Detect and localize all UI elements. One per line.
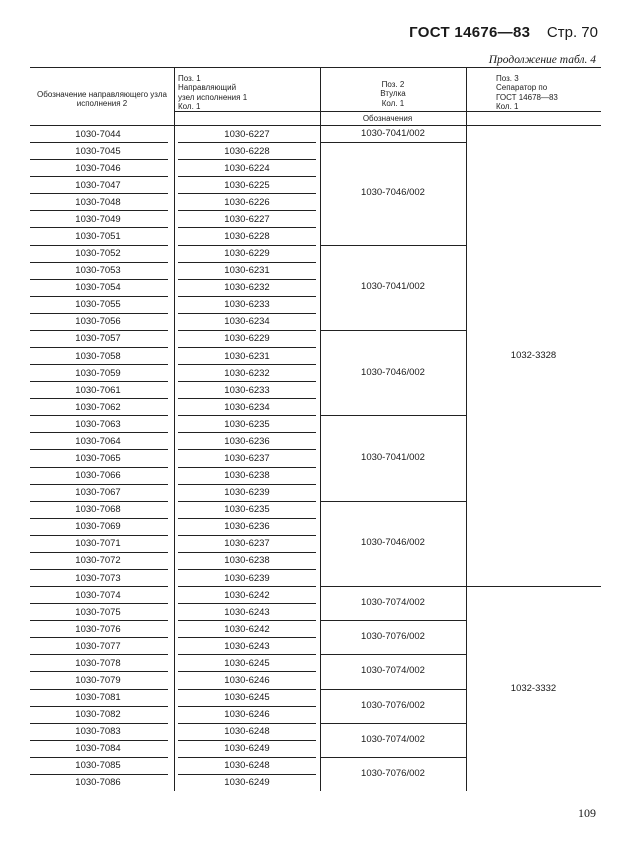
group-rule-col3 — [320, 586, 466, 587]
row-rule-col2 — [178, 535, 316, 536]
row-rule-col2 — [178, 381, 316, 382]
col4-value: 1032-3328 — [510, 349, 557, 361]
row-rule-col2 — [178, 227, 316, 228]
col1-value: 1030-7051 — [75, 231, 121, 242]
col2-value: 1030-6237 — [224, 453, 270, 464]
row-rule-col1 — [30, 245, 168, 246]
row-rule-col1 — [30, 296, 168, 297]
col1-value: 1030-7081 — [75, 692, 121, 704]
col3-value: 1030-7076/002 — [361, 631, 425, 643]
col1-value: 1030-7047 — [75, 179, 121, 191]
row-rule-col1 — [30, 347, 168, 348]
row-rule-col1 — [30, 398, 168, 399]
row-rule-col2 — [178, 313, 316, 314]
row-rule-col1 — [30, 706, 168, 707]
row-rule-col1 — [30, 313, 168, 314]
col2-value: 1030-6231 — [224, 265, 270, 277]
row-rule-col2 — [178, 637, 316, 638]
col1-value: 1030-7059 — [75, 367, 121, 379]
row-rule-col1 — [30, 740, 168, 741]
row-rule-col1 — [30, 449, 168, 450]
row-rule-col1 — [30, 620, 168, 621]
row-rule-col1 — [30, 774, 168, 775]
row-rule-col2 — [178, 620, 316, 621]
group-rule-col3 — [320, 620, 466, 621]
col2-value: 1030-6235 — [224, 418, 270, 430]
col1-value: 1030-7055 — [75, 299, 121, 311]
row-rule-col1 — [30, 364, 168, 365]
col2-value: 1030-6249 — [224, 777, 270, 789]
col1-value: 1030-7073 — [75, 572, 121, 584]
col1-value: 1030-7048 — [75, 196, 121, 208]
group-rule-col3 — [320, 501, 466, 502]
row-rule-col1 — [30, 569, 168, 570]
row-rule-col1 — [30, 467, 168, 468]
subheader-label: Обозначения — [362, 114, 413, 123]
col1-value: 1030-7074 — [75, 589, 121, 601]
col1-value: 1030-7062 — [75, 401, 121, 413]
row-rule-col2 — [178, 193, 316, 194]
row-rule-col1 — [30, 586, 168, 587]
col1-value: 1030-7066 — [75, 470, 121, 482]
col2-value: 1030-6243 — [224, 640, 270, 652]
col2-value: 1030-6246 — [224, 709, 270, 721]
row-rule-col2 — [178, 740, 316, 741]
row-rule-col2 — [178, 518, 316, 519]
row-rule-col2 — [178, 689, 316, 690]
group-rule-col4 — [466, 586, 601, 587]
col2-value: 1030-6233 — [224, 384, 270, 396]
row-rule-col2 — [178, 398, 316, 399]
row-rule-col2 — [178, 774, 316, 775]
row-rule-col2 — [178, 603, 316, 604]
group-rule-col3 — [320, 689, 466, 690]
row-rule-col2 — [178, 210, 316, 211]
row-rule-col1 — [30, 689, 168, 690]
row-rule-col1 — [30, 654, 168, 655]
col2-value: 1030-6245 — [224, 657, 270, 669]
group-rule-col3 — [320, 330, 466, 331]
col2-value: 1030-6227 — [224, 213, 270, 225]
col2-value: 1030-6228 — [224, 145, 270, 157]
row-rule-col2 — [178, 723, 316, 724]
row-rule-col1 — [30, 227, 168, 228]
col1-header: Обозначение направляющего узла исполнения 2 — [37, 90, 167, 109]
col1-value: 1030-7067 — [75, 487, 121, 499]
col2-header: Поз. 1 Направляющий узел исполнения 1 Кол. 1 — [178, 74, 248, 112]
col3-value: 1030-7046/002 — [361, 537, 425, 549]
row-rule-col1 — [30, 381, 168, 382]
col1-value: 1030-7061 — [75, 384, 121, 396]
col2-value: 1030-6231 — [224, 350, 270, 362]
col1-value: 1030-7079 — [75, 675, 121, 686]
col2-value: 1030-6227 — [224, 128, 270, 140]
standard-number: ГОСТ 14676—83 — [409, 24, 531, 41]
row-rule-col1 — [30, 176, 168, 177]
col2-value: 1030-6248 — [224, 726, 270, 738]
row-rule-col2 — [178, 432, 316, 433]
row-rule-col1 — [30, 518, 168, 519]
col3-value: 1030-7076/002 — [361, 699, 425, 711]
group-rule-col3 — [320, 245, 466, 246]
row-rule-col2 — [178, 415, 316, 416]
col3-value: 1030-7076/002 — [361, 767, 425, 779]
col1-value: 1030-7083 — [75, 726, 121, 738]
col1-value: 1030-7063 — [75, 418, 121, 430]
col2-value: 1030-6246 — [224, 675, 270, 686]
row-rule-col1 — [30, 535, 168, 536]
col1-value: 1030-7078 — [75, 657, 121, 669]
row-rule-col1 — [30, 330, 168, 331]
col1-value: 1030-7049 — [75, 213, 121, 225]
col2-value: 1030-6239 — [224, 572, 270, 584]
col-divider-2 — [320, 67, 321, 791]
col1-value: 1030-7068 — [75, 504, 121, 516]
col2-value: 1030-6236 — [224, 521, 270, 533]
group-rule-col3 — [320, 723, 466, 724]
row-rule-col1 — [30, 159, 168, 160]
col1-value: 1030-7072 — [75, 555, 121, 567]
row-rule-col2 — [178, 245, 316, 246]
col2-value: 1030-6233 — [224, 299, 270, 311]
col2-value: 1030-6229 — [224, 248, 270, 260]
col3-value: 1030-7046/002 — [361, 366, 425, 378]
col1-value: 1030-7086 — [75, 777, 121, 789]
row-rule-col2 — [178, 654, 316, 655]
col1-value: 1030-7071 — [75, 538, 121, 550]
row-rule-col2 — [178, 262, 316, 263]
col1-value: 1030-7076 — [75, 623, 121, 635]
row-rule-col2 — [178, 159, 316, 160]
row-rule-col2 — [178, 364, 316, 365]
page-number: 109 — [578, 806, 596, 820]
page-header — [409, 24, 598, 41]
row-rule-col2 — [178, 569, 316, 570]
col1-value: 1030-7065 — [75, 453, 121, 464]
col2-value: 1030-6234 — [224, 401, 270, 413]
col3-value: 1030-7046/002 — [361, 187, 425, 199]
group-rule-col3 — [320, 142, 466, 143]
header-bottom-rule — [30, 125, 601, 126]
col2-value: 1030-6243 — [224, 606, 270, 618]
row-rule-col2 — [178, 347, 316, 348]
col2-value: 1030-6238 — [224, 555, 270, 567]
col1-value: 1030-7064 — [75, 435, 121, 447]
row-rule-col2 — [178, 501, 316, 502]
col2-value: 1030-6224 — [224, 162, 270, 174]
col1-value: 1030-7057 — [75, 333, 121, 345]
col3-value: 1030-7074/002 — [361, 597, 425, 609]
col3-value: 1030-7074/002 — [361, 733, 425, 745]
row-rule-col2 — [178, 176, 316, 177]
group-rule-col3 — [320, 757, 466, 758]
col4-value: 1032-3332 — [510, 682, 557, 694]
row-rule-col1 — [30, 603, 168, 604]
table-continuation-label: Продолжение табл. 4 — [488, 54, 596, 66]
col2-value: 1030-6228 — [224, 231, 270, 242]
col1-value: 1030-7053 — [75, 265, 121, 277]
col2-value: 1030-6248 — [224, 760, 270, 772]
col2-value: 1030-6245 — [224, 692, 270, 704]
col1-value: 1030-7052 — [75, 248, 121, 260]
col2-value: 1030-6242 — [224, 623, 270, 635]
col1-value: 1030-7084 — [75, 743, 121, 755]
row-rule-col1 — [30, 262, 168, 263]
row-rule-col2 — [178, 279, 316, 280]
row-rule-col1 — [30, 501, 168, 502]
row-rule-col1 — [30, 193, 168, 194]
col1-value: 1030-7045 — [75, 145, 121, 157]
col3-value: 1030-7041/002 — [361, 452, 425, 463]
row-rule-col2 — [178, 586, 316, 587]
col3-value: 1030-7041/002 — [361, 127, 425, 139]
row-rule-col1 — [30, 552, 168, 553]
row-rule-col2 — [178, 449, 316, 450]
col2-value: 1030-6236 — [224, 435, 270, 447]
col2-value: 1030-6239 — [224, 487, 270, 499]
row-rule-col2 — [178, 330, 316, 331]
group-rule-col3 — [320, 654, 466, 655]
row-rule-col1 — [30, 723, 168, 724]
group-rule-col3 — [320, 415, 466, 416]
row-rule-col2 — [178, 552, 316, 553]
row-rule-col2 — [178, 142, 316, 143]
col2-value: 1030-6225 — [224, 179, 270, 191]
col2-value: 1030-6249 — [224, 743, 270, 755]
col1-value: 1030-7085 — [75, 760, 121, 772]
col1-value: 1030-7077 — [75, 640, 121, 652]
row-rule-col2 — [178, 467, 316, 468]
row-rule-col1 — [30, 142, 168, 143]
col1-value: 1030-7069 — [75, 521, 121, 533]
col1-value: 1030-7054 — [75, 282, 121, 294]
row-rule-col2 — [178, 757, 316, 758]
col4-header: Поз. 3 Сепаратор по ГОСТ 14678—83 Кол. 1 — [496, 74, 558, 112]
col2-value: 1030-6232 — [224, 282, 270, 294]
col3-value: 1030-7074/002 — [361, 665, 425, 677]
col2-value: 1030-6242 — [224, 589, 270, 601]
row-rule-col2 — [178, 706, 316, 707]
col1-value: 1030-7082 — [75, 709, 121, 721]
col2-value: 1030-6229 — [224, 333, 270, 345]
col2-value: 1030-6232 — [224, 367, 270, 379]
row-rule-col1 — [30, 279, 168, 280]
row-rule-col1 — [30, 671, 168, 672]
col3-value: 1030-7041/002 — [361, 281, 425, 293]
col1-value: 1030-7046 — [75, 162, 121, 174]
row-rule-col1 — [30, 757, 168, 758]
col-divider-1 — [174, 67, 175, 791]
row-rule-col1 — [30, 484, 168, 485]
col2-value: 1030-6235 — [224, 504, 270, 516]
table-top-rule — [30, 67, 601, 68]
row-rule-col2 — [178, 296, 316, 297]
col1-value: 1030-7056 — [75, 316, 121, 328]
page-label: Стр. 70 — [546, 24, 598, 41]
col3-header: Поз. 2 Втулка Кол. 1 — [380, 80, 406, 108]
row-rule-col1 — [30, 210, 168, 211]
col2-value: 1030-6234 — [224, 316, 270, 328]
col1-value: 1030-7044 — [75, 128, 121, 140]
col1-value: 1030-7058 — [75, 350, 121, 362]
col1-value: 1030-7075 — [75, 606, 121, 618]
row-rule-col1 — [30, 415, 168, 416]
row-rule-col2 — [178, 671, 316, 672]
col2-value: 1030-6237 — [224, 538, 270, 550]
row-rule-col1 — [30, 637, 168, 638]
col2-value: 1030-6226 — [224, 196, 270, 208]
row-rule-col2 — [178, 484, 316, 485]
row-rule-col1 — [30, 432, 168, 433]
col2-value: 1030-6238 — [224, 470, 270, 482]
